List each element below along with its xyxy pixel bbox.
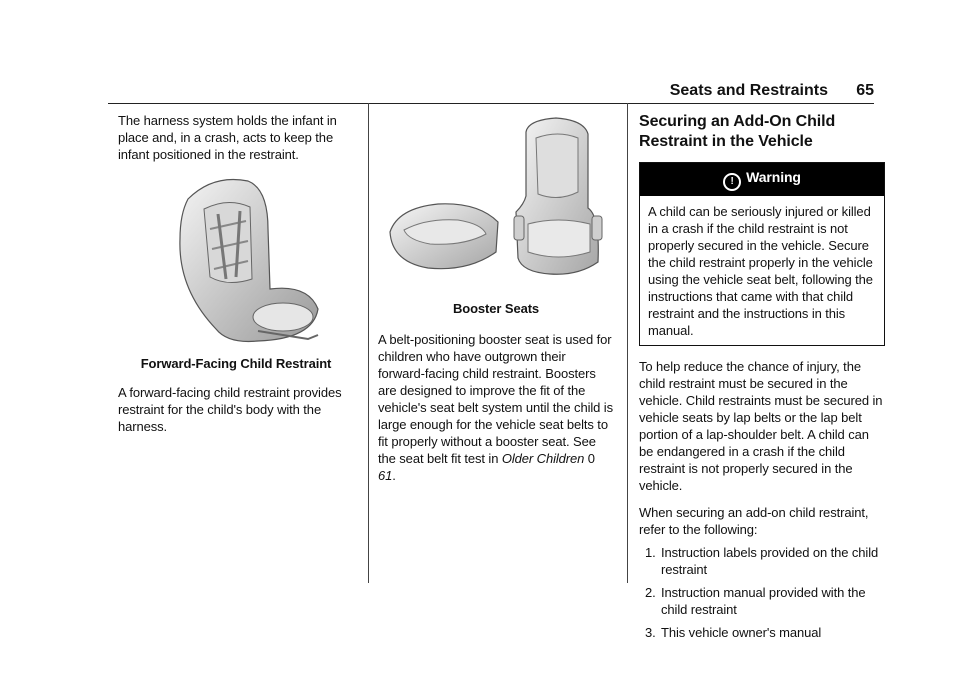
section-title: Seats and Restraints	[669, 82, 828, 99]
warning-box	[639, 162, 885, 346]
figure-caption-booster-seats: Booster Seats	[452, 301, 540, 316]
booster-body-paragraph	[378, 331, 614, 484]
column-2	[378, 112, 614, 484]
column-1	[118, 112, 354, 435]
booster-body-end: .	[392, 468, 396, 483]
warning-title: Warning	[746, 169, 801, 185]
forward-facing-child-restraint-illustration	[118, 169, 354, 351]
list-item	[639, 544, 885, 578]
list-item-number: 3.	[645, 625, 656, 640]
list-item-text: Instruction manual provided with the child restraint	[661, 585, 866, 617]
list-item-text: This vehicle owner's manual	[661, 625, 822, 640]
warning-header	[640, 163, 884, 196]
booster-seats-illustration	[378, 112, 614, 288]
header-rule	[108, 103, 874, 104]
list-item-number: 1.	[645, 545, 656, 560]
column-3	[639, 112, 885, 641]
forward-facing-body-paragraph: A forward-facing child restraint provides restraint for the child's body with the harness.	[118, 385, 342, 434]
warning-icon: !	[723, 173, 741, 191]
page-header	[108, 80, 874, 102]
reference-list	[639, 544, 885, 641]
harness-intro-paragraph: The harness system holds the infant in place and, in a crash, acts to keep the infant positioned in the restraint.	[118, 113, 337, 162]
list-item-number: 2.	[645, 585, 656, 600]
column-divider-left	[368, 103, 369, 583]
older-children-link[interactable]: Older Children	[501, 451, 585, 466]
figure-caption-forward-facing: Forward-Facing Child Restraint	[140, 356, 332, 371]
column-divider-right	[627, 103, 628, 583]
list-item	[639, 624, 885, 641]
warning-text: A child can be seriously injured or killed in a crash if the child restraint is not properly secured in the vehicle. Secure the child restraint properly in the vehicle using the vehicle seat belt, following the instructions that came with that child restraint and the instructions in this manual.	[648, 204, 873, 338]
list-item-text: Instruction labels provided on the child restraint	[661, 545, 879, 577]
list-item	[639, 584, 885, 618]
page-number: 65	[856, 82, 874, 99]
refer-paragraph: When securing an add-on child restraint, refer to the following:	[639, 505, 869, 537]
page-reference-icon: 0	[587, 451, 595, 466]
securing-paragraph: To help reduce the chance of injury, the child restraint must be secured in the vehicle. Child restraints must be secured in vehicle seats by lap belts or the lap belt portion of a lap-shoulder belt. A child can be endangered in a crash if the child restraint is not properly secured in the vehicle.	[639, 359, 883, 493]
booster-body-text: A belt-positioning booster seat is used for children who have outgrown their forward-facing child restraint. Boosters are designed to improve the fit of the vehicle's seat belt system until the child is large enough for the vehicle seat belts to fit properly without a booster seat. See the seat belt fit test in	[378, 332, 613, 466]
older-children-page-ref[interactable]: 61	[378, 468, 393, 483]
section-heading: Securing an Add-On Child Restraint in the Vehicle	[639, 113, 836, 150]
